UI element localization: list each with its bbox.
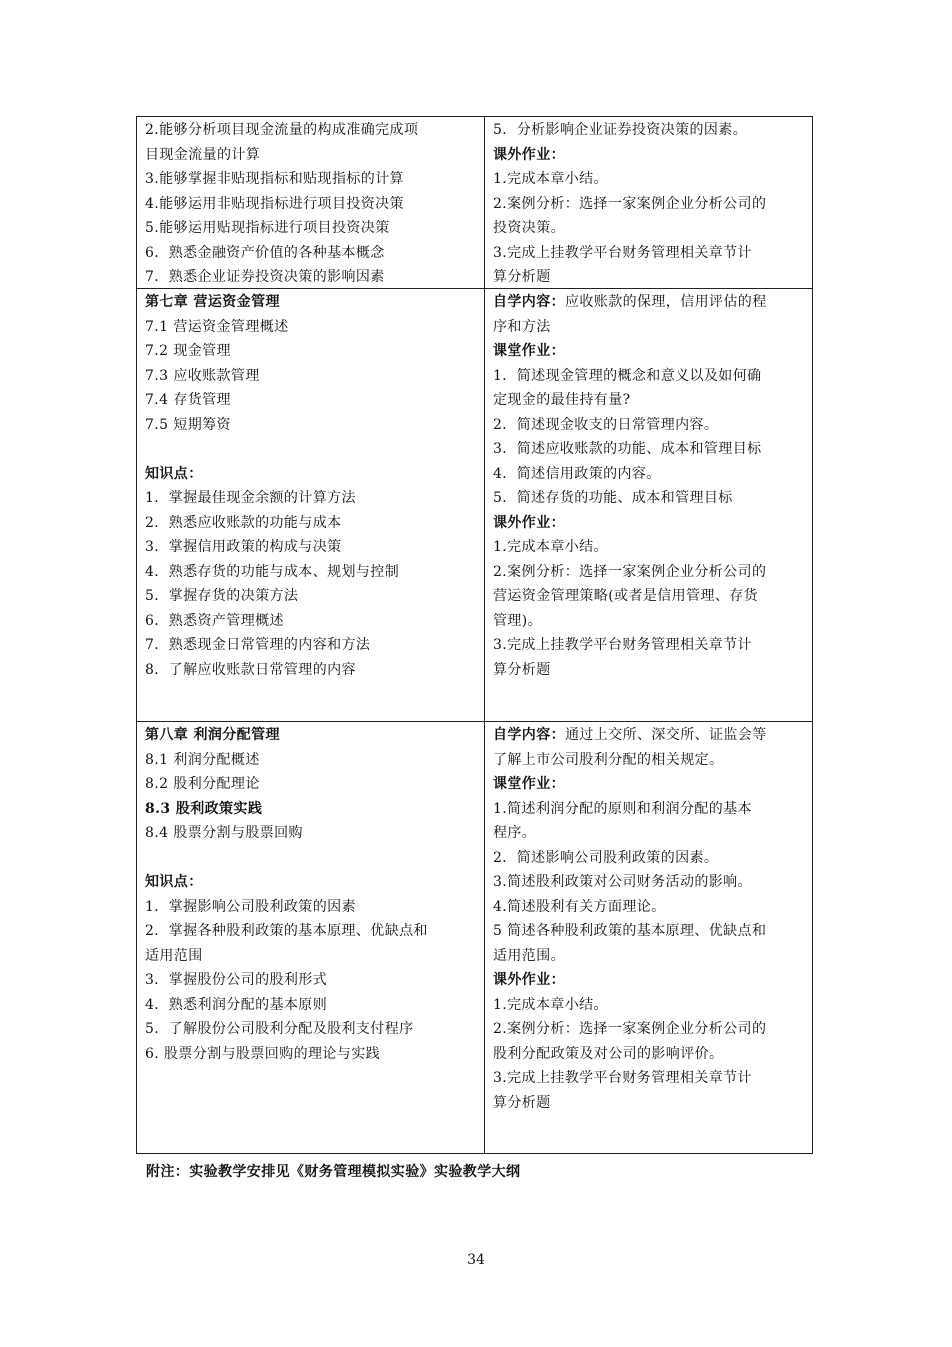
text-line: 6．熟悉资产管理概述	[145, 612, 284, 629]
text-line: 7.5 短期筹资	[145, 416, 231, 433]
text-line: 4．熟悉利润分配的基本原则	[145, 996, 328, 1013]
text-line: 2.案例分析：选择一家案例企业分析公司的	[493, 563, 767, 580]
text-line: 8.2 股利分配理论	[145, 776, 260, 792]
text-line: 课外作业：	[493, 514, 565, 531]
text-line: 第七章 营运资金管理	[145, 294, 280, 310]
text-line: 3.完成上挂教学平台财务管理相关章节计	[493, 244, 752, 261]
table-row	[137, 288, 812, 721]
text-line: 2．掌握各种股利政策的基本原理、优缺点和	[145, 923, 428, 939]
text-line	[493, 290, 806, 315]
text-line: 算分析题	[493, 269, 551, 285]
table-row	[137, 721, 812, 1153]
text-line: 5 简述各种股利政策的基本原理、优缺点和	[493, 923, 767, 939]
chapter-8-assignment-cell	[485, 722, 812, 1153]
text-line: 适用范围	[145, 947, 203, 964]
text-line: 知识点：	[145, 465, 203, 482]
text-line: 8．了解应收账款日常管理的内容	[145, 661, 356, 678]
text-line: 5.能够运用贴现指标进行项目投资决策	[145, 220, 390, 236]
text-line: 1．掌握最佳现金余额的计算方法	[145, 490, 356, 506]
text-line: 1.完成本章小结。	[493, 996, 608, 1013]
syllabus-table	[136, 116, 813, 1154]
text-line: 4.简述股利有关方面理论。	[493, 898, 666, 915]
text-line: 2．简述影响公司股利政策的因素。	[493, 849, 719, 866]
text-line: 6．熟悉金融资产价值的各种基本概念	[145, 244, 385, 261]
text-line: 算分析题	[493, 661, 551, 678]
text-line: 3．掌握信用政策的构成与决策	[145, 539, 342, 555]
text-line: 目现金流量的计算	[145, 146, 261, 163]
text-line: 7.3 应收账款管理	[145, 367, 260, 384]
text-line: 2．简述现金收支的日常管理内容。	[493, 416, 719, 433]
blank-line	[145, 437, 484, 462]
text-line: 知识点：	[145, 874, 203, 890]
text-line: 7．熟悉企业证券投资决策的影响因素	[145, 269, 385, 285]
text-line: 程序。	[493, 825, 537, 841]
text-line: 2.案例分析：选择一家案例企业分析公司的	[493, 1021, 767, 1037]
text-line: 序和方法	[493, 318, 551, 335]
text-line: 了解上市公司股利分配的相关规定。	[493, 751, 724, 768]
text-line: 算分析题	[493, 1094, 551, 1111]
text-line: 定现金的最佳持有量?	[493, 392, 631, 408]
section-text: 通过上交所、深交所、证监会等	[565, 727, 767, 743]
text-line: 7.2 现金管理	[145, 343, 231, 359]
text-line: 2.案例分析：选择一家案例企业分析公司的	[493, 195, 767, 212]
text-line: 7.1 营运资金管理概述	[145, 318, 289, 335]
text-line: 2．熟悉应收账款的功能与成本	[145, 514, 342, 531]
text-line: 8.4 股票分割与股票回购	[145, 825, 303, 841]
text-line: 股利分配政策及对公司的影响评价。	[493, 1045, 724, 1062]
text-line: 8.3 股利政策实践	[145, 800, 263, 817]
table-row	[137, 117, 812, 288]
page-number: 34	[467, 1252, 485, 1268]
text-line: 1.完成本章小结。	[493, 539, 608, 555]
chapter-8-cell	[137, 722, 485, 1153]
text-line: 1．简述现金管理的概念和意义以及如何确	[493, 367, 762, 384]
text-line: 5．简述存货的功能、成本和管理目标	[493, 490, 733, 506]
chapter-7-cell	[137, 289, 485, 721]
text-line: 3.完成上挂教学平台财务管理相关章节计	[493, 1070, 752, 1086]
text-line: 2.能够分析项目现金流量的构成准确完成项	[145, 122, 419, 138]
text-line: 5．了解股份公司股利分配及股利支付程序	[145, 1021, 414, 1037]
text-line: 8.1 利润分配概述	[145, 751, 260, 768]
text-line: 7.4 存货管理	[145, 392, 231, 408]
text-line: 4.能够运用非贴现指标进行项目投资决策	[145, 195, 404, 212]
text-line: 第八章 利润分配管理	[145, 727, 280, 743]
text-line: 3．掌握股份公司的股利形式	[145, 972, 328, 988]
chapter-7-assignment-cell	[485, 289, 812, 721]
text-line: 1．掌握影响公司股利政策的因素	[145, 898, 356, 915]
text-line: 课外作业：	[493, 972, 565, 988]
text-line: 3.简述股利政策对公司财务活动的影响。	[493, 874, 752, 890]
text-line: 管理)。	[493, 612, 543, 629]
footnote: 附注：实验教学安排见《财务管理模拟实验》实验教学大纲	[146, 1164, 521, 1180]
assignment-cell	[485, 117, 812, 288]
text-line: 5．掌握存货的决策方法	[145, 588, 299, 604]
text-line	[493, 723, 806, 748]
section-label: 自学内容：	[493, 294, 565, 310]
text-line: 7．熟悉现金日常管理的内容和方法	[145, 637, 371, 653]
section-text: 应收账款的保理，信用评估的程	[565, 294, 767, 310]
text-line: 投资决策。	[493, 220, 565, 236]
text-line: 4．熟悉存货的功能与成本、规划与控制	[145, 563, 400, 580]
blank-line	[145, 846, 484, 871]
text-line: 1.简述利润分配的原则和利润分配的基本	[493, 800, 752, 817]
text-line: 3.完成上挂教学平台财务管理相关章节计	[493, 637, 752, 653]
text-line: 适用范围。	[493, 947, 565, 964]
text-line: 课堂作业：	[493, 343, 565, 359]
text-line: 1.完成本章小结。	[493, 171, 608, 187]
section-label: 自学内容：	[493, 727, 565, 743]
text-line: 5．分析影响企业证券投资决策的因素。	[493, 122, 748, 138]
text-line: 4．简述信用政策的内容。	[493, 465, 661, 482]
text-line: 课外作业：	[493, 146, 565, 163]
text-line: 6. 股票分割与股票回购的理论与实践	[145, 1045, 381, 1062]
text-line: 课堂作业：	[493, 776, 565, 792]
text-line: 3.能够掌握非贴现指标和贴现指标的计算	[145, 171, 404, 187]
knowledge-cell	[137, 117, 485, 288]
text-line: 3．简述应收账款的功能、成本和管理目标	[493, 441, 762, 457]
text-line: 营运资金管理策略(或者是信用管理、存货	[493, 588, 759, 604]
